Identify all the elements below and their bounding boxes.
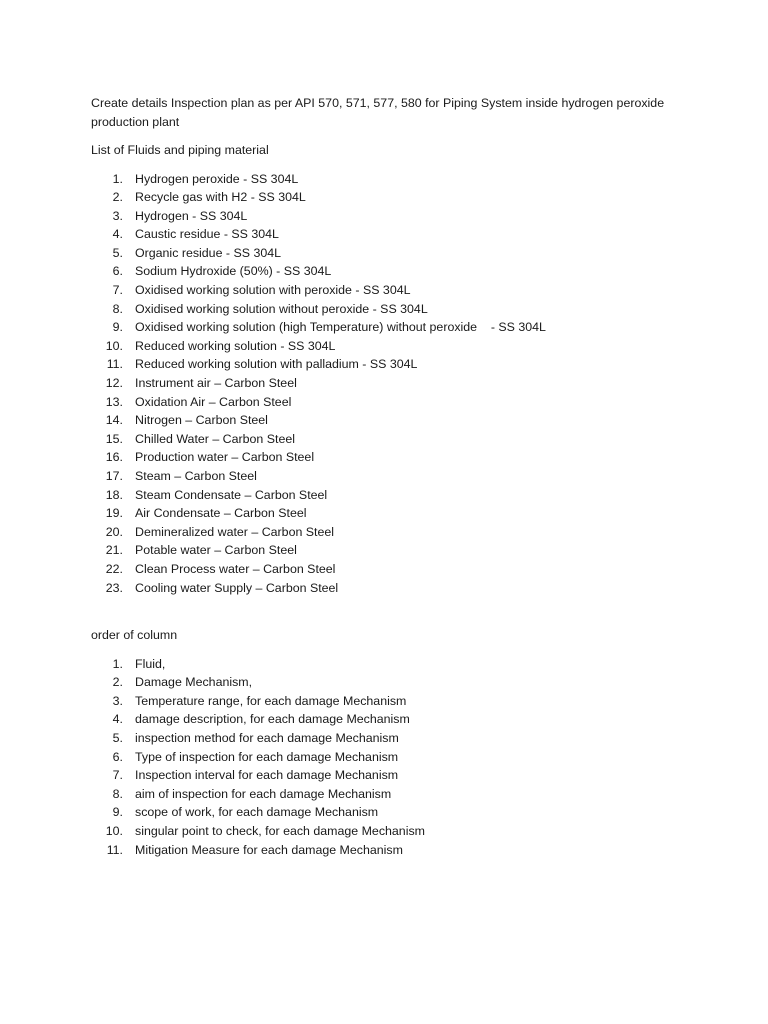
list-item-number: 20. xyxy=(105,524,123,539)
list-item-number: 6. xyxy=(112,749,123,764)
fluid-list-item xyxy=(91,393,691,412)
list-item-text: Hydrogen - SS 304L xyxy=(135,208,248,223)
fluid-list-item xyxy=(91,411,691,430)
list-item-text: Organic residue - SS 304L xyxy=(135,245,282,260)
list-item-text: Oxidised working solution without peroxide - SS 304L xyxy=(135,301,428,316)
list-item-text: Production water – Carbon Steel xyxy=(135,450,315,465)
column-list-item xyxy=(91,729,691,748)
list-item-text: inspection method for each damage Mechanism xyxy=(135,731,399,746)
list-item-text: damage description, for each damage Mechanism xyxy=(135,712,410,727)
list-item-text: aim of inspection for each damage Mechanism xyxy=(135,786,392,801)
column-list-item xyxy=(91,673,691,692)
list-item-text: Type of inspection for each damage Mechanism xyxy=(135,749,399,764)
fluid-list-item xyxy=(91,467,691,486)
fluids-list xyxy=(91,170,691,598)
list-item-number: 4. xyxy=(112,227,123,242)
list-item-text: Nitrogen – Carbon Steel xyxy=(135,413,268,428)
list-item-text: Temperature range, for each damage Mechanism xyxy=(135,693,407,708)
list-item-text: Caustic residue - SS 304L xyxy=(135,227,279,242)
column-list-item xyxy=(91,822,691,841)
list-item-number: 19. xyxy=(105,506,123,521)
list-item-number: 22. xyxy=(105,561,123,576)
list-item-number: 11. xyxy=(106,842,123,857)
column-list-item xyxy=(91,766,691,785)
list-item-number: 15. xyxy=(105,431,123,446)
column-list-item xyxy=(91,803,691,822)
list-item-number: 1. xyxy=(112,656,123,671)
fluid-list-item xyxy=(91,244,691,263)
list-item-number: 23. xyxy=(105,580,123,595)
fluid-list-item xyxy=(91,504,691,523)
list-item-number: 7. xyxy=(112,283,123,298)
fluid-list-item xyxy=(91,448,691,467)
list-item-text: scope of work, for each damage Mechanism xyxy=(135,805,379,820)
fluid-list-item xyxy=(91,337,691,356)
list-item-text: Air Condensate – Carbon Steel xyxy=(135,506,307,521)
fluid-list-item xyxy=(91,318,691,337)
list-item-text: Instrument air – Carbon Steel xyxy=(135,376,297,391)
column-list-item xyxy=(91,841,691,860)
columns-heading: order of column xyxy=(91,628,178,643)
intro-paragraph: Create details Inspection plan as per API 570, 571, 577, 580 for Piping System inside hydrogen peroxide production plant xyxy=(91,96,665,129)
column-list-item xyxy=(91,692,691,711)
fluid-list-item xyxy=(91,579,691,598)
fluid-list-item xyxy=(91,170,691,189)
column-list-item xyxy=(91,748,691,767)
list-item-number: 3. xyxy=(112,208,123,223)
fluid-list-item xyxy=(91,188,691,207)
fluid-list-item xyxy=(91,430,691,449)
list-item-text: Demineralized water – Carbon Steel xyxy=(135,524,335,539)
list-item-text: Chilled Water – Carbon Steel xyxy=(135,431,296,446)
column-list-item xyxy=(91,655,691,674)
list-item-number: 10. xyxy=(105,338,123,353)
list-item-number: 13. xyxy=(105,394,123,409)
list-item-text: Fluid, xyxy=(135,656,166,671)
list-item-number: 5. xyxy=(112,731,123,746)
list-item-number: 3. xyxy=(112,693,123,708)
list-item-number: 10. xyxy=(105,824,123,838)
list-item-number: 2. xyxy=(112,675,123,690)
list-item-number: 21. xyxy=(105,543,123,558)
fluid-list-item xyxy=(91,281,691,300)
list-item-text: Inspection interval for each damage Mechanism xyxy=(135,768,399,783)
list-item-text: Clean Process water – Carbon Steel xyxy=(135,561,336,576)
fluid-list-item xyxy=(91,225,691,244)
list-item-number: 8. xyxy=(112,786,123,801)
list-item-text: Oxidised working solution (high Temperature) without peroxide - SS 304L xyxy=(135,320,546,335)
column-list-item xyxy=(91,785,691,804)
list-item-number: 9. xyxy=(112,320,123,335)
list-item-number: 11. xyxy=(106,357,123,372)
fluid-list-item xyxy=(91,560,691,579)
list-item-text: Reduced working solution with palladium - SS 304L xyxy=(135,357,418,372)
list-item-number: 2. xyxy=(112,190,123,205)
list-item-text: singular point to check, for each damage Mechanism xyxy=(135,824,425,838)
fluid-list-item xyxy=(91,523,691,542)
fluid-list-item xyxy=(91,374,691,393)
fluid-list-item xyxy=(91,486,691,505)
list-item-text: Sodium Hydroxide (50%) - SS 304L xyxy=(135,264,332,279)
list-item-text: Cooling water Supply – Carbon Steel xyxy=(135,580,339,595)
list-item-number: 1. xyxy=(112,171,123,186)
fluid-list-item xyxy=(91,300,691,319)
fluids-heading: List of Fluids and piping material xyxy=(91,143,269,157)
list-item-number: 16. xyxy=(105,450,123,465)
fluid-list-item xyxy=(91,262,691,281)
list-item-text: Potable water – Carbon Steel xyxy=(135,543,297,558)
list-item-number: 12. xyxy=(105,376,123,391)
list-item-number: 14. xyxy=(105,413,123,428)
list-item-text: Hydrogen peroxide - SS 304L xyxy=(135,171,299,186)
list-item-number: 5. xyxy=(112,245,123,260)
list-item-text: Steam – Carbon Steel xyxy=(135,469,257,483)
list-item-text: Oxidised working solution with peroxide - SS 304L xyxy=(135,283,411,298)
column-list-item xyxy=(91,710,691,729)
fluid-list-item xyxy=(91,541,691,560)
document-page xyxy=(91,94,691,859)
list-item-text: Oxidation Air – Carbon Steel xyxy=(135,394,292,409)
list-item-text: Recycle gas with H2 - SS 304L xyxy=(135,190,306,205)
list-item-text: Steam Condensate – Carbon Steel xyxy=(135,487,328,502)
list-item-number: 17. xyxy=(105,469,123,483)
list-item-number: 8. xyxy=(112,301,123,316)
list-item-number: 6. xyxy=(112,264,123,279)
list-item-text: Damage Mechanism, xyxy=(135,675,253,690)
list-item-number: 4. xyxy=(112,712,123,727)
fluid-list-item xyxy=(91,207,691,226)
list-item-number: 7. xyxy=(112,768,123,783)
list-item-text: Reduced working solution - SS 304L xyxy=(135,338,336,353)
list-item-number: 18. xyxy=(105,487,123,502)
fluid-list-item xyxy=(91,355,691,374)
columns-list xyxy=(91,655,691,860)
list-item-number: 9. xyxy=(112,805,123,820)
list-item-text: Mitigation Measure for each damage Mechanism xyxy=(135,842,403,857)
